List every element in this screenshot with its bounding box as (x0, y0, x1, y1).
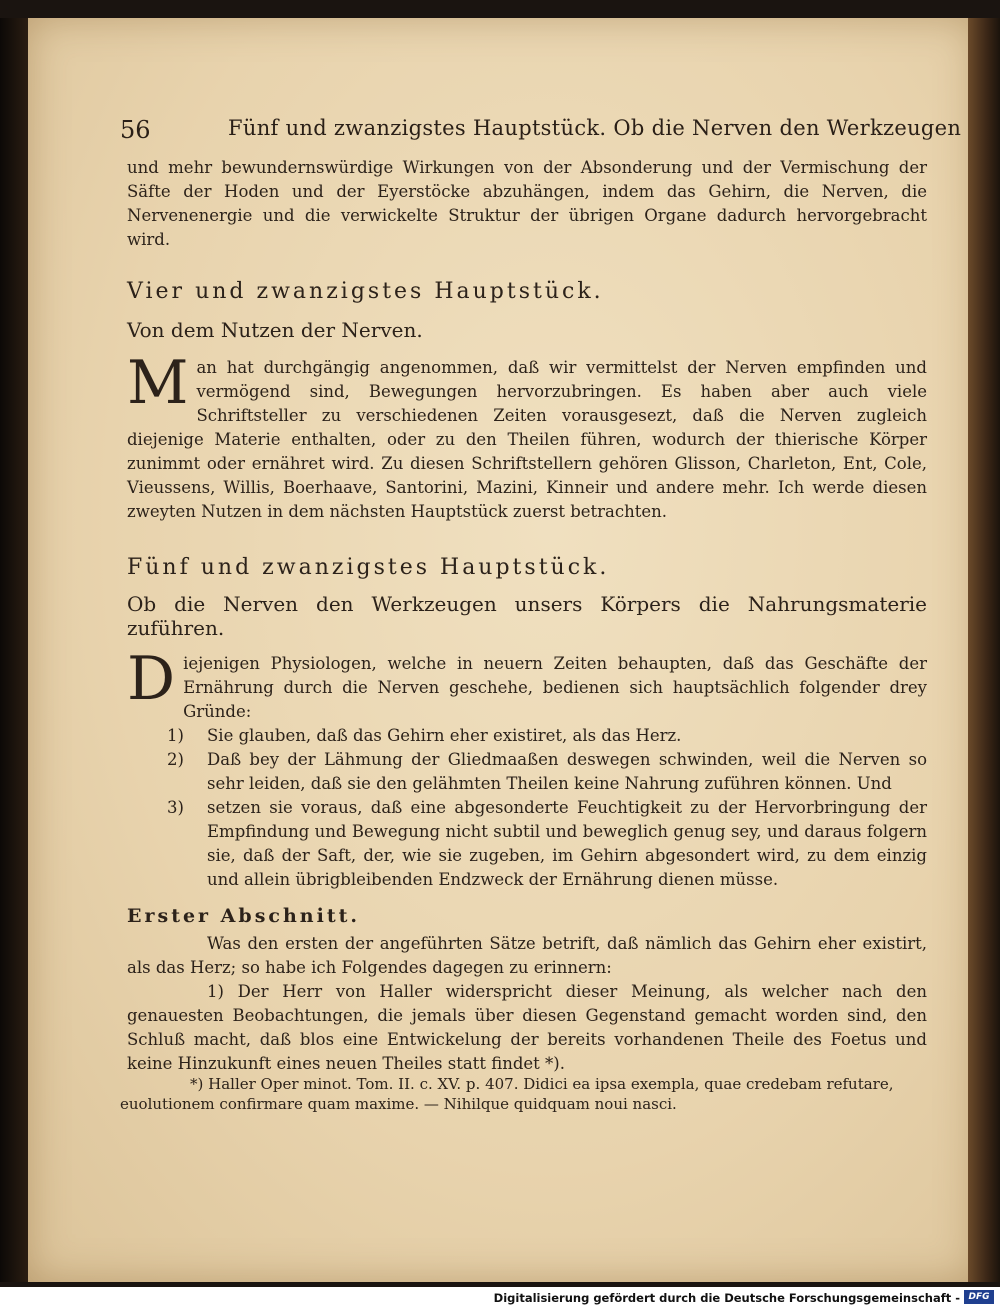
dfg-logo-icon: DFG (964, 1290, 994, 1304)
page-edge (968, 18, 1000, 1282)
digitization-footer (0, 1287, 1000, 1307)
list-number: 1) (167, 726, 184, 745)
list-number: 2) (167, 750, 184, 769)
list-text: setzen sie voraus, daß eine abgesonderte Feuchtigkeit zu der Hervorbringung der Empfindung und Bewegung nicht subtil und beweglich genug sey, und daraus folgern sie, daß der Saft, der, wie sie zugeben, im Gehirn abgesondert wird, zu dem einzig und allein übrigbleibenden Endzweck der Ernährung dienen müsse. (207, 798, 927, 889)
section-title: Erster Abschnitt. (127, 905, 360, 927)
page-body (127, 156, 927, 1076)
list-text: Daß bey der Lähmung der Gliedmaaßen deswegen schwinden, weil die Nerven so sehr leiden, daß sie den gelähmten Theilen keine Nahrung zuführen können. Und (207, 750, 927, 793)
dropcap-d: D (127, 644, 176, 714)
dropcap-m: M (127, 348, 189, 418)
list-item (127, 796, 927, 892)
chapter-25-paragraph (127, 644, 927, 724)
list-item (127, 748, 927, 796)
footer-credit: Digitalisierung gefördert durch die Deutsche Forschungsgemeinschaft - (493, 1291, 960, 1305)
chapter-24-title: Vier und zwanzigstes Hauptstück. (127, 279, 604, 304)
page-number: 56 (120, 116, 151, 144)
footnote (120, 1074, 940, 1114)
chapter-24-text: an hat durchgängig angenommen, daß wir vermittelst der Nerven empfinden und vermögend sind, Bewegungen hervorzubringen. Es haben aber auch viele Schriftsteller zu verschiedenen Zeiten vorausgesezt, daß die Nerven zugleich diejenige Materie enthalten, oder zu den Theilen führen, wodurch der thierische Körper zunimmt oder ernähret wird. Zu diesen Schriftstellern gehören Glisson, Charleton, Ent, Cole, Vieussens, Willis, Boerhaave, Santorini, Mazini, Kinneir und andere mehr. Ich werde diesen zweyten Nutzen in dem nächsten Hauptstück zuerst betrachten. (127, 358, 927, 521)
running-title: Fünf und zwanzigstes Hauptstück. Ob die Nerven den Werkzeugen (228, 116, 962, 140)
list-item (127, 724, 927, 748)
chapter-25-subtitle: Ob die Nerven den Werkzeugen unsers Körpers die Nahrungsmaterie zuführen. (127, 592, 927, 640)
chapter-24-subtitle: Von dem Nutzen der Nerven. (127, 318, 423, 342)
list-number: 3) (167, 798, 184, 817)
chapter-24-paragraph (127, 348, 927, 524)
chapter-25-text: iejenigen Physiologen, welche in neuern Zeiten behaupten, daß das Geschäfte der Ernährung durch die Nerven geschehe, bedienen sich hauptsächlich folgender drey Gründe: (183, 654, 927, 721)
binding-shadow (0, 18, 28, 1282)
list-text: Sie glauben, daß das Gehirn eher existiret, als das Herz. (207, 726, 682, 745)
section-paragraph-2: 1) Der Herr von Haller widerspricht dieser Meinung, als welcher nach den genauesten Beobachtungen, die jemals über diesen Gegenstand gemacht worden sind, den Schluß macht, daß blos eine Entwickelung der bereits vorhandenen Theile des Foetus und keine Hinzukunft eines neuen Theiles statt findet *). (127, 982, 927, 1073)
section-paragraph-1: Was den ersten der angeführten Sätze betrift, daß nämlich das Gehirn eher existirt, als das Herz; so habe ich Folgendes dagegen zu erinnern: (127, 934, 927, 977)
chapter-25-title: Fünf und zwanzigstes Hauptstück. (127, 555, 610, 580)
intro-paragraph: und mehr bewundernswürdige Wirkungen von der Absonderung und der Vermischung der Säfte der Hoden und der Eyerstöcke abzuhängen, indem das Gehirn, die Nerven, die Nervenenergie und die verwickelte Struktur der übrigen Organe dadurch hervorgebracht wird. (127, 158, 927, 249)
page-header (120, 112, 962, 146)
footnote-text: *) Haller Oper minot. Tom. II. c. XV. p. 407. Didici ea ipsa exempla, quae credebam refutare, euolutionem confirmare quam maxime. — Nihilque quidquam noui nasci. (120, 1075, 894, 1113)
